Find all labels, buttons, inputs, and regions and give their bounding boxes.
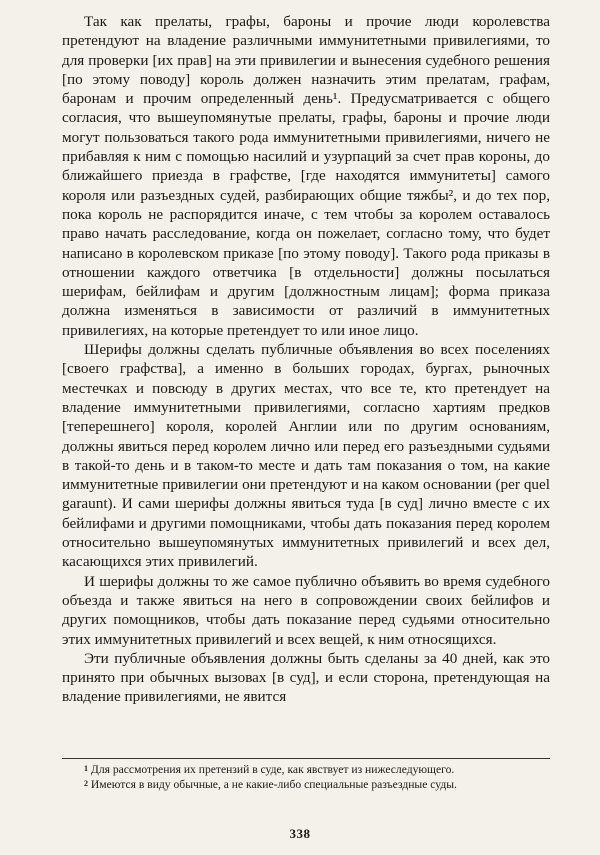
footnote-2	[62, 778, 550, 793]
footnote-1	[62, 763, 550, 778]
body-text	[62, 12, 550, 707]
page-number: 338	[289, 826, 311, 841]
paragraph-4: Эти публичные объявления должны быть сделаны за 40 дней, как это принято при обычных вызовах [в суд], и если сторона, претендующая на владение привилегиями, не явится	[62, 649, 550, 706]
footnote-text: Для рассмотрения их претензий в суде, как явствует из нижеследующего.	[90, 763, 455, 776]
paragraph-3: И шерифы должны то же самое публично объявить во время судебного объезда и также явиться на него в сопровождении своих бейлифов и других помощников, чтобы дать показание перед судьями относительно этих иммунитетных привилегий и всех вещей, к ним относящихся.	[62, 572, 550, 648]
footnote-mark: 2	[84, 778, 88, 788]
footnotes	[62, 758, 550, 792]
paragraph-2: Шерифы должны сделать публичные объявления во всех поселениях [своего графства], а именно в больших городах, бургах, рыночных местечках и повсюду в других местах, что все те, кто претендует на владение иммунитетными привилегиями, согласно хартиям предков [теперешнего] короля, королей Англии или по другим основаниям, должны явиться перед королем лично или перед его разъездными судьями в такой-то день и в таком-то месте и дать там показания о том, на какие иммунитетные привилегии они претендуют и на каком основании (per quel garaunt). И сами шерифы должны явиться туда [в суд] лично вместе с их бейлифами и другими помощниками, чтобы дать показания перед королем относительно вышеупомянутых иммунитетных привилегий и всех дел, касающихся этих привилегий.	[62, 341, 550, 571]
footnote-mark: 1	[84, 764, 88, 773]
paragraph-1: Так как прелаты, графы, бароны и прочие люди королевства претендуют на владение различными иммунитетными привилегиями, то для проверки [их прав] на эти привилегии и вынесения судебного решения [по этому поводу] король должен назначить этим прелатам, графам, баронам и прочим определенный день¹. Предусматривается с общего согласия, что вышеупомянутые прелаты, графы, бароны и прочие люди могут пользоваться такого рода иммунитетными привилегиями, ничего не прибавляя к ним с помощью насилий и узурпаций за счет прав короны, до ближайшего приезда в графстве, [где находятся иммунитеты] самого короля или разъездных судей, разбирающих общие тяжбы², и до тех пор, пока король не распорядится иначе, с тем чтобы за королем оставалось право начать расследование, когда он пожелает, согласно тому, что будет написано в королевском приказе [по этому поводу]. Такого рода приказы в отношении каждого ответчика [в отдельности] должны посылаться шерифам, бейлифам и другим [должностным лицам]; форма приказа должна изменяться в зависимости от различий в иммунитетных привилегиях, на которые претендует то или иное лицо.	[62, 13, 550, 339]
footnote-text: Имеются в виду обычные, а не какие-либо специальные разъездные суды.	[90, 777, 457, 791]
